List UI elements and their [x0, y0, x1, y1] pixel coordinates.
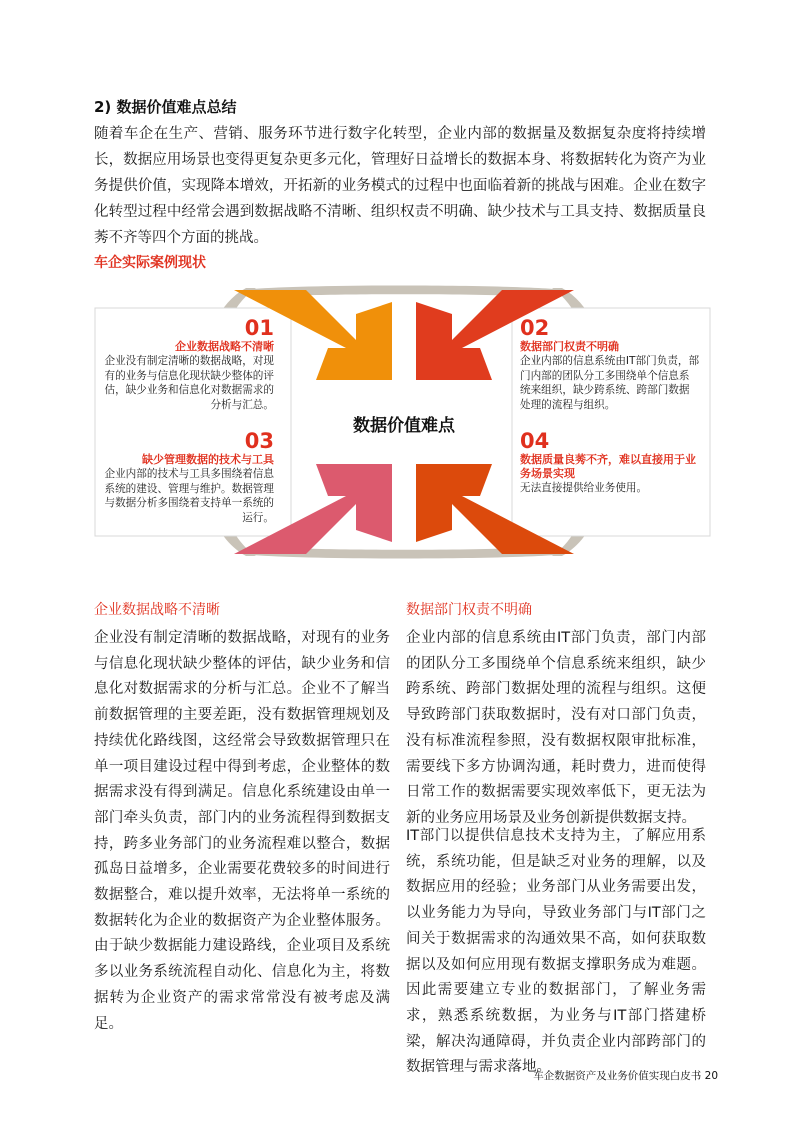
page-footer: 车企数据资产及业务价值实现白皮书 20 — [533, 1070, 718, 1082]
left-column-text: 企业没有制定清晰的数据战略，对现有的业务与信息化现状缺少整体的评估，缺少业务和信息化对数据需求的分析与汇总。企业不了解当前数据管理的主要差距，没有数据管理规划及持续优化路线图，这经常会导致数据管理只在单一项目建设过程中得到考虑，企业整体的数据需求没有得到满足。信息化系统建设由单一部门牵头负责，部门内的业务流程得到数据支持，跨多业务部门的业务流程难以整合，数据孤岛日益增多，企业需要花费较多的时间进行数据整合，难以提升效率，无法将单一系统的数据转化为企业的数据资产为企业整体服务。由于缺少数据能力建设路线，企业项目及系统多以业务系统流程自动化、信息化为主，将数据转为企业资产的需求常常没有被考虑及满足。 — [94, 630, 390, 1032]
challenge-card-01 — [102, 316, 274, 412]
challenge-card-02 — [520, 316, 700, 412]
challenges-diagram — [94, 284, 714, 560]
case-title: 车企实际案例现状 — [94, 255, 206, 271]
card-body: 无法直接提供给业务使用。 — [520, 482, 648, 494]
card-title: 企业数据战略不清晰 — [175, 340, 274, 353]
right-column-text-2: IT部门以提供信息技术支持为主，了解应用系统，系统功能，但是缺乏对业务的理解，以及数据应用的经验；业务部门从业务需要出发，以业务能力为导向，导致业务部门与IT部门之间关于数据需求的沟通效果不高，如何获取数据以及如何应用现有数据支撑职务成为难题。因此需要建立专业的数据部门，了解业务需求，熟悉系统数据，为业务与IT部门搭建桥梁，解决沟通障碍，并负责企业内部跨部门的数据管理与需求落地。 — [406, 828, 706, 1076]
card-number: 01 — [244, 316, 274, 340]
challenge-card-04 — [520, 429, 700, 496]
card-title: 缺少管理数据的技术与工具 — [142, 453, 274, 466]
card-number: 03 — [244, 429, 274, 453]
intro-paragraph: 随着车企在生产、营销、服务环节进行数字化转型，企业内部的数据量及数据复杂度将持续增长，数据应用场景也变得更复杂更多元化，管理好日益增长的数据本身、将数据转化为资产为业务提供价值，实现降本增效，开拓新的业务模式的过程中也面临着新的挑战与困难。企业在数字化转型过程中经常会遇到数据战略不清晰、组织权责不明确、缺少技术与工具支持、数据质量良莠不齐等四个方面的挑战。 — [94, 126, 706, 246]
card-body: 企业内部的技术与工具多围绕着信息系统的建设、管理与维护。数据管理与数据分析多围绕着支持单一系统的运行。 — [104, 468, 274, 524]
challenge-card-03 — [102, 429, 274, 525]
right-column-text-1: 企业内部的信息系统由IT部门负责，部门内部的团队分工多围绕单个信息系统来组织，缺少跨系统、跨部门数据处理的流程与组织。这便导致跨部门获取数据时，没有对口部门负责，没有标准流程参照，没有数据权限审批标准，需要线下多方协调沟通，耗时费力，进而使得日常工作的数据需要实现效率低下，更无法为新的业务应用场景及业务创新提供数据支持。 — [406, 630, 706, 826]
card-title: 数据质量良莠不齐，难以直接用于业务场景实现 — [520, 453, 696, 480]
card-body: 企业内部的信息系统由IT部门负责，部门内部的团队分工多围绕单个信息系统来组织，缺少跨系统、跨部门数据处理的流程与组织。 — [520, 355, 700, 411]
diagram-center-label: 数据价值难点 — [353, 416, 455, 436]
card-number: 04 — [520, 429, 550, 453]
section-heading: 2) 数据价值难点总结 — [94, 98, 237, 116]
card-number: 02 — [520, 316, 550, 340]
card-body: 企业没有制定清晰的数据战略，对现有的业务与信息化现状缺少整体的评估，缺少业务和信息化对数据需求的分析与汇总。 — [104, 355, 274, 411]
left-column-heading: 企业数据战略不清晰 — [94, 602, 220, 618]
card-title: 数据部门权责不明确 — [520, 340, 619, 353]
right-column-heading: 数据部门权责不明确 — [406, 602, 532, 618]
